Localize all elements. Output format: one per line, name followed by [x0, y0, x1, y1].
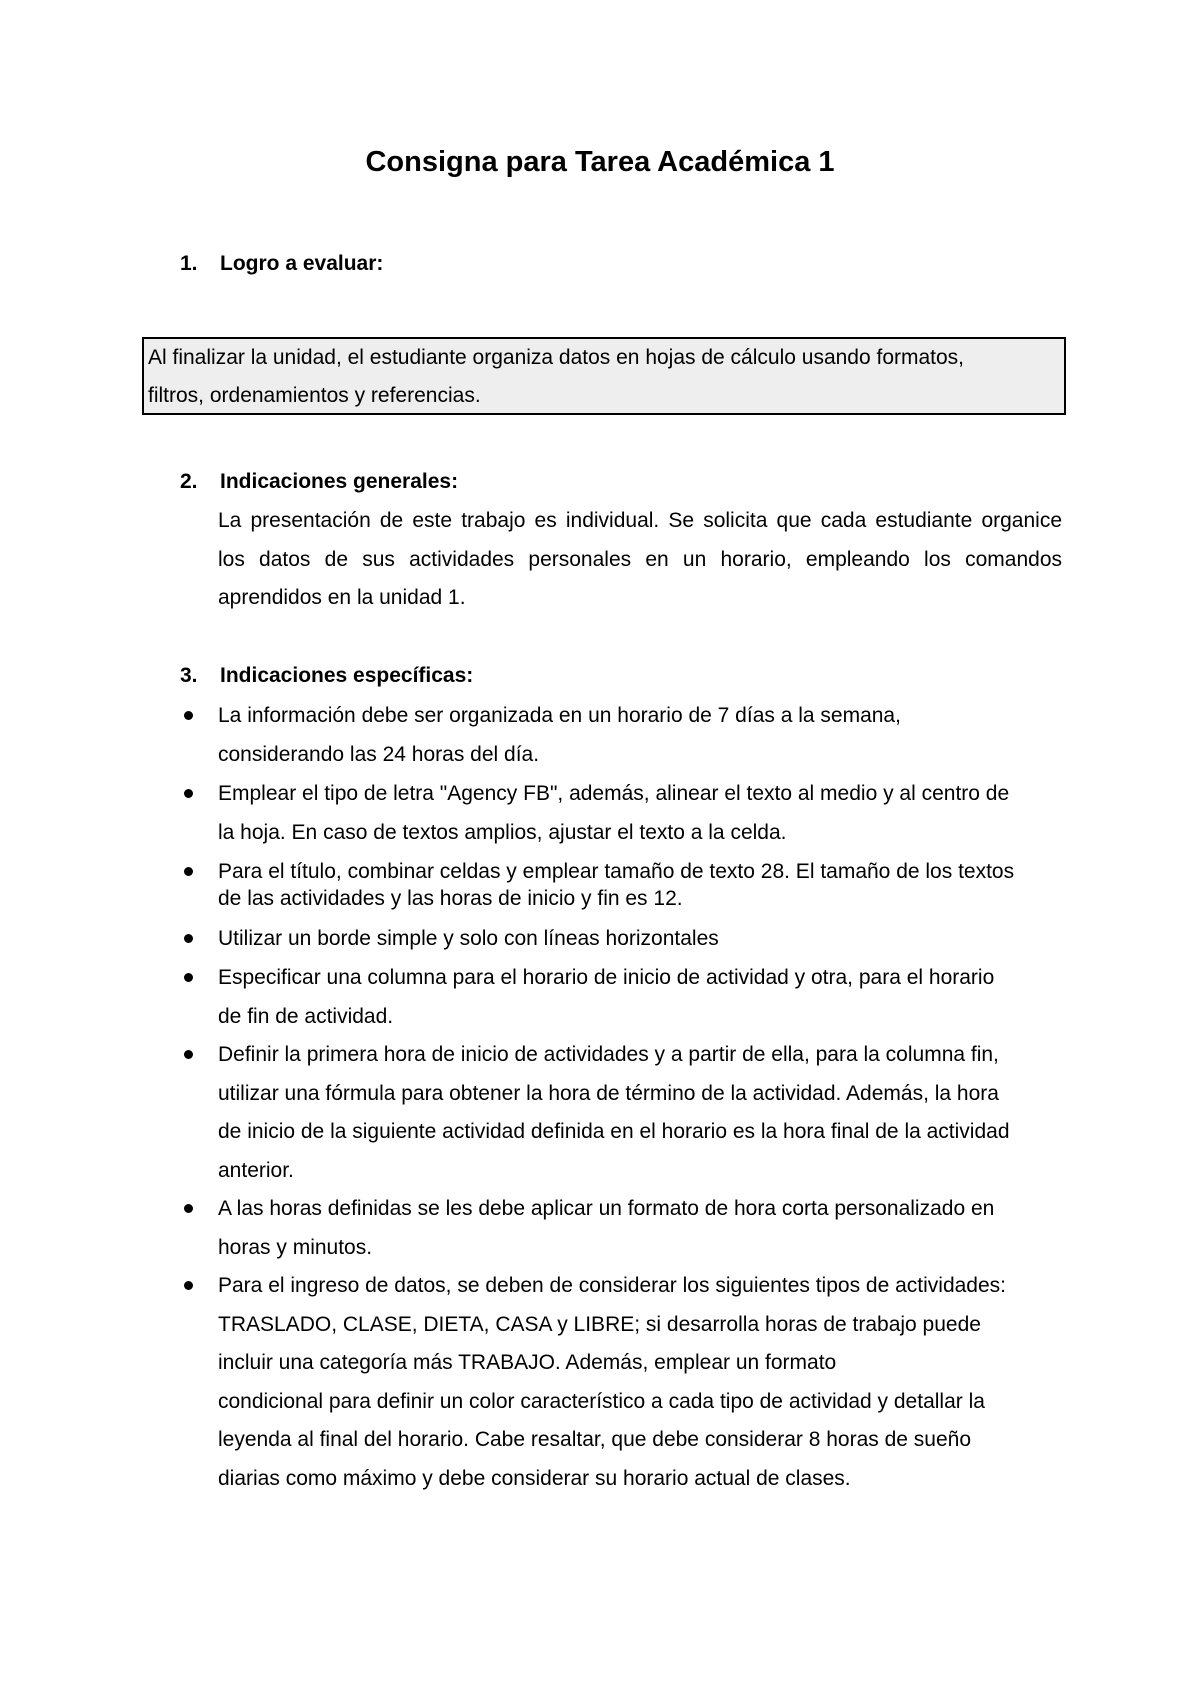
section-1-heading	[180, 252, 383, 276]
section-1-title: Logro a evaluar:	[220, 252, 384, 275]
section-1-number: 1.	[180, 252, 198, 275]
list-item	[218, 920, 1064, 959]
list-item	[218, 858, 1064, 912]
list-item	[218, 959, 1064, 1036]
bullet-1-line-2: considerando las 24 horas del día.	[218, 742, 540, 766]
bullet-5-line-2: de fin de actividad.	[218, 1004, 394, 1028]
bullet-5-line-1: Especificar una columna para el horario de inicio de actividad y otra, para el horario	[218, 966, 995, 989]
list-item	[218, 1190, 1064, 1267]
bullet-icon	[184, 789, 193, 798]
list-item	[218, 775, 1064, 852]
goal-line-1: Al finalizar la unidad, el estudiante organiza datos en hojas de cálculo usando formatos,	[148, 346, 965, 369]
list-item	[218, 1036, 1064, 1190]
section-3-heading	[180, 664, 473, 688]
bullet-8-line-5: leyenda al final del horario. Cabe resaltar, que debe considerar 8 horas de sueño	[218, 1428, 971, 1451]
section-2-heading	[180, 470, 458, 494]
section-2-title: Indicaciones generales:	[220, 470, 459, 493]
list-item	[218, 697, 1064, 774]
bullet-icon	[184, 867, 193, 876]
learning-goal-box	[142, 337, 1066, 415]
general-instructions-paragraph	[218, 502, 1062, 618]
bullet-icon	[184, 711, 193, 720]
goal-line-2: filtros, ordenamientos y referencias.	[148, 384, 481, 407]
bullet-8-line-1: Para el ingreso de datos, se deben de considerar los siguientes tipos de actividades:	[218, 1274, 1006, 1297]
bullet-icon	[184, 1050, 193, 1059]
list-item	[218, 1267, 1064, 1498]
general-line-3: aprendidos en la unidad 1.	[218, 586, 466, 609]
bullet-2-line-1: Emplear el tipo de letra "Agency FB", además, alinear el texto al medio y al centro de	[218, 782, 1010, 805]
bullet-4-line-1: Utilizar un borde simple y solo con líneas horizontales	[218, 927, 719, 950]
bullet-6-line-2: utilizar una fórmula para obtener la hora de término de la actividad. Además, la hora	[218, 1081, 999, 1105]
section-3-title: Indicaciones específicas:	[220, 664, 474, 687]
section-3-number: 3.	[180, 664, 198, 687]
bullet-icon	[184, 1281, 193, 1290]
section-2-number: 2.	[180, 470, 198, 493]
bullet-icon	[184, 934, 193, 943]
bullet-icon	[184, 973, 193, 982]
bullet-6-line-3: de inicio de la siguiente actividad definida en el horario es la hora final de la actividad	[218, 1120, 1010, 1143]
bullet-icon	[184, 1204, 193, 1213]
bullet-7-line-1: A las horas definidas se les debe aplicar un formato de hora corta personalizado en	[218, 1197, 995, 1220]
bullet-8-line-6: diarias como máximo y debe considerar su horario actual de clases.	[218, 1466, 851, 1490]
bullet-6-line-4: anterior.	[218, 1158, 294, 1182]
bullet-1-line-1: La información debe ser organizada en un horario de 7 días a la semana,	[218, 704, 901, 727]
bullet-3-line-1: Para el título, combinar celdas y emplear tamaño de texto 28. El tamaño de los textos	[218, 860, 1015, 883]
bullet-2-line-2: la hoja. En caso de textos amplios, ajustar el texto a la celda.	[218, 820, 787, 844]
bullet-8-line-3: incluir una categoría más TRABAJO. Además, emplear un formato	[218, 1351, 837, 1374]
bullet-7-line-2: horas y minutos.	[218, 1235, 373, 1259]
general-line-1: La presentación de este trabajo es individual. Se solicita que cada estudiante organice	[218, 509, 1062, 532]
bullet-8-line-2: TRASLADO, CLASE, DIETA, CASA y LIBRE; si desarrolla horas de trabajo puede	[218, 1312, 981, 1336]
bullet-6-line-1: Definir la primera hora de inicio de actividades y a partir de ella, para la columna fin,	[218, 1043, 999, 1066]
general-line-2: los datos de sus actividades personales en un horario, empleando los comandos	[218, 547, 1062, 571]
bullet-3-line-2: de las actividades y las horas de inicio y fin es 12.	[218, 887, 683, 910]
document-title: Consigna para Tarea Académica 1	[365, 146, 835, 178]
bullet-8-line-4: condicional para definir un color característico a cada tipo de actividad y detallar la	[218, 1389, 985, 1413]
